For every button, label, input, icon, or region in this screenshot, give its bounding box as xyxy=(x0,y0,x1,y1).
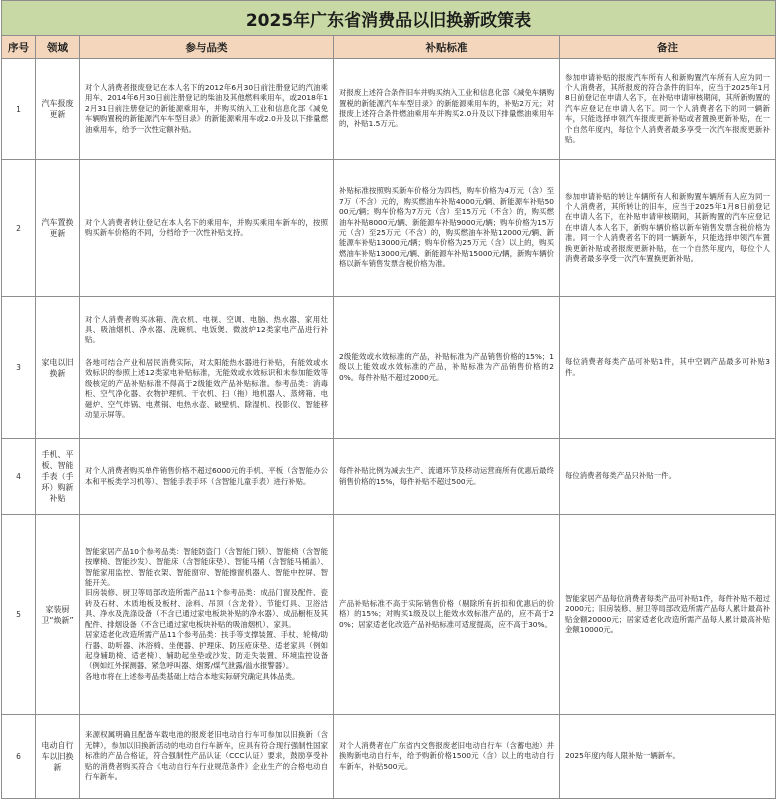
category-paragraph: 对个人消费者转让登记在本人名下的乘用车，并购买乘用车新车的，按照购买新车价格的不同，分档给予一次性补贴支持。 xyxy=(85,217,328,237)
row-standard: 每件补贴比例为减去生产、流通环节及移动运营商所有优惠后最终销售价格的15%，每件补贴不超过500元。 xyxy=(334,439,560,515)
table-row xyxy=(2,297,776,439)
row-remark: 每位消费者每类产品可补贴1件，其中空调产品最多可补贴3件。 xyxy=(560,297,776,439)
row-remark: 参加申请补贴的报废汽车所有人和新购置汽车所有人应为同一个人消费者，其所报废的符合条件的旧车，应当于2025年1月8日前登记在申请人名下，在补贴申请审核期间，其所新购置的汽车应登记在申请人名下。同一个人消费者名下的同一辆新车，只能选择申领汽车报废更新补贴或者置换更新补贴，在一个自然年度内，每位个人消费者最多享受一次汽车报废更新补贴。 xyxy=(560,59,776,160)
row-number: 2 xyxy=(2,160,36,297)
row-standard: 产品补贴标准不高于实际销售价格（剔除所有折扣和优惠后的价格）的15%；对购买1级及以上能效水效标准产品的，应不高于20%；居家适老化改造产品补贴标准可适度提高，应不高于30%。 xyxy=(334,515,560,715)
header-standard: 补贴标准 xyxy=(334,36,560,59)
policy-table xyxy=(1,0,776,799)
row-categories xyxy=(80,515,334,715)
row-field: 电动自行车以旧换新 xyxy=(36,715,80,799)
table-row xyxy=(2,59,776,160)
category-paragraph: 各地可结合产业和居民消费实际，对太阳能热水器进行补贴，有能效或水效标识的参照上述12类家电补贴标准，无能效或水效标识和未参加能效等级核定的产品补贴标准不得高于2级能效产品补贴标准。参考品类：消毒柜、空气净化器、衣物护理机、干衣机、扫（拖）地机器人、蒸烤箱、电磁炉、空气炸锅、电煮锅、电热水壶、破壁机、除湿机、投影仪、智能移动显示屏等。 xyxy=(85,357,328,419)
row-number: 4 xyxy=(2,439,36,515)
header-field: 领域 xyxy=(36,36,80,59)
row-standard: 对报废上述符合条件旧车并购买纳入工业和信息化部《减免车辆购置税的新能源汽车车型目录》的新能源乘用车的，补贴2万元；对报废上述符合条件燃油乘用车并购买2.0升及以下排量燃油乘用车的，补贴1.5万元。 xyxy=(334,59,560,160)
category-paragraph: 智能家居产品10个参考品类：智能防盗门（含智能门锁）、智能椅（含智能按摩椅、智能沙发）、智能床（含智能床垫）、智能马桶（含智能马桶盖）、智能家用监控、智能衣架、智能窗帘、智能擦窗机器人、智能中控屏、智能开关。 xyxy=(85,546,328,588)
category-paragraph: 各地市将在上述参考品类基础上结合本地实际研究确定具体品类。 xyxy=(85,671,300,681)
header-remark: 备注 xyxy=(560,36,776,59)
row-standard: 2级能效或水效标准的产品，补贴标准为产品销售价格的15%；1级以上能效或水效标准的产品，补贴标准为产品销售价格的20%。每件补贴不超过2000元。 xyxy=(334,297,560,439)
row-field: 汽车置换更新 xyxy=(36,160,80,297)
row-remark: 参加申请补贴的转让车辆所有人和新购置车辆所有人应为同一个人消费者，其所转让的旧车，应当于2025年1月8日前登记在申请人名下，在补贴申请审核期间，其新购置的汽车应登记在申请人本人名下，新购车辆价格以新车销售发票含税价格为准。同一个人消费者名下的同一辆新车，只能选择申领汽车置换更新补贴或者报废更新补贴，在一个自然年度内，每位个人消费者最多享受一次汽车置换更新补贴。 xyxy=(560,160,776,297)
row-remark: 每位消费者每类产品只补贴一件。 xyxy=(560,439,776,515)
header-categories: 参与品类 xyxy=(80,36,334,59)
row-standard: 对个人消费者在广东省内交售报废老旧电动自行车（含蓄电池）并换购新电动自行车，给予购新价格1500元（含）以上的电动自行车新车，补贴500元。 xyxy=(334,715,560,799)
category-paragraph: 对个人消费者购买冰箱、洗衣机、电视、空调、电脑、热水器、家用灶具、吸油烟机、净水器、洗碗机、电饭煲、微波炉12类家电产品进行补贴。 xyxy=(85,314,328,345)
title-row xyxy=(2,1,776,36)
row-field: 手机、平板、智能手表（手环）购新补贴 xyxy=(36,439,80,515)
row-field: 家电以旧换新 xyxy=(36,297,80,439)
table-row xyxy=(2,160,776,297)
table-row xyxy=(2,439,776,515)
row-field: 汽车报废更新 xyxy=(36,59,80,160)
row-remark: 2025年度内每人限补贴一辆新车。 xyxy=(560,715,776,799)
header-row xyxy=(2,36,776,59)
row-categories xyxy=(80,439,334,515)
row-number: 5 xyxy=(2,515,36,715)
row-remark: 智能家居产品每位消费者每类产品可补贴1件，每件补贴不超过2000元；旧房装修、厨卫等局部改造所需产品每人累计最高补贴金额20000元；居家适老化改造所需产品每人累计最高补贴金额10000元。 xyxy=(560,515,776,715)
category-paragraph: 对个人消费者购买单件销售价格不超过6000元的手机、平板（含智能办公本和平板类学习机等）、智能手表手环（含智能儿童手表）进行补贴。 xyxy=(85,466,328,486)
table-row xyxy=(2,515,776,715)
row-number: 6 xyxy=(2,715,36,799)
row-categories xyxy=(80,59,334,160)
category-paragraph: 来源权属明确且配备车载电池的报废老旧电动自行车可参加以旧换新（含无牌），参加以旧换新活动的电动自行车新车，应具有符合现行强制性国家标准的产品合格证，符合强制性产品认证（CCC认证）要求，鼓励享受补贴的消费者购买符合《电动自行车行业规范条件》企业生产的合格电动自行车新车。 xyxy=(85,730,328,782)
header-no: 序号 xyxy=(2,36,36,59)
table-title: 2025年广东省消费品以旧换新政策表 xyxy=(2,1,776,36)
row-categories xyxy=(80,715,334,799)
row-field: 家装厨卫“焕新” xyxy=(36,515,80,715)
row-categories xyxy=(80,297,334,439)
row-number: 3 xyxy=(2,297,36,439)
table-row xyxy=(2,715,776,799)
row-number: 1 xyxy=(2,59,36,160)
row-standard: 补贴标准按照购买新车价格分为四档，购车价格为4万元（含）至7万（不含）元的，购买燃油车补贴4000元/辆、新能源车补贴5000元/辆；购车价格为7万元（含）至15万元（不含）的，购买燃油车补贴8000元/辆、新能源车补贴9000元/辆；购车价格为15万元（含）至25万元（不含）的，购买燃油车补贴12000元/辆、新能源车补贴13000元/辆；购车价格为25万元（含）以上的，购买燃油车补贴13000元/辆、新能源车补贴15000元/辆，新购车辆价格以新车销售发票含税价格为准。 xyxy=(334,160,560,297)
category-paragraph: 旧房装修、厨卫等局部改造所需产品11个参考品类：成品门窗及配件、瓷砖及石材、木质地板及板材、涂料、吊顶（含龙骨）、节能灯具、卫浴洁具、净水及洗涤设备（不含已通过家电板块补贴的净水器）、成品橱柜及其配件、排烟设备（不含已通过家电板块补贴的吸油烟机）、家具。 xyxy=(85,588,328,629)
category-paragraph: 居家适老化改造所需产品11个参考品类：扶手等支撑装置、手杖、轮椅/助行器、助听器、沐浴椅、坐便器、护理床、防压疮床垫、适老家具（例如起身辅助椅、适老椅）、辅助起坐垫或沙发、防走失装置、环境监控设备（例如红外探测器、紧急呼叫器、烟雾/煤气泄露/溢水报警器）。 xyxy=(85,630,328,671)
row-categories xyxy=(80,160,334,297)
category-paragraph: 对个人消费者报废登记在本人名下的2012年6月30日前注册登记的汽油乘用车、2014年6月30日前注册登记的柴油及其他燃料乘用车，或2018年12月31日前注册登记的新能源乘用车，并购买纳入工业和信息化部《减免车辆购置税的新能源汽车车型目录》的新能源乘用车或2.0升及以下排量燃油乘用车，给予一次性定额补贴。 xyxy=(85,82,328,134)
